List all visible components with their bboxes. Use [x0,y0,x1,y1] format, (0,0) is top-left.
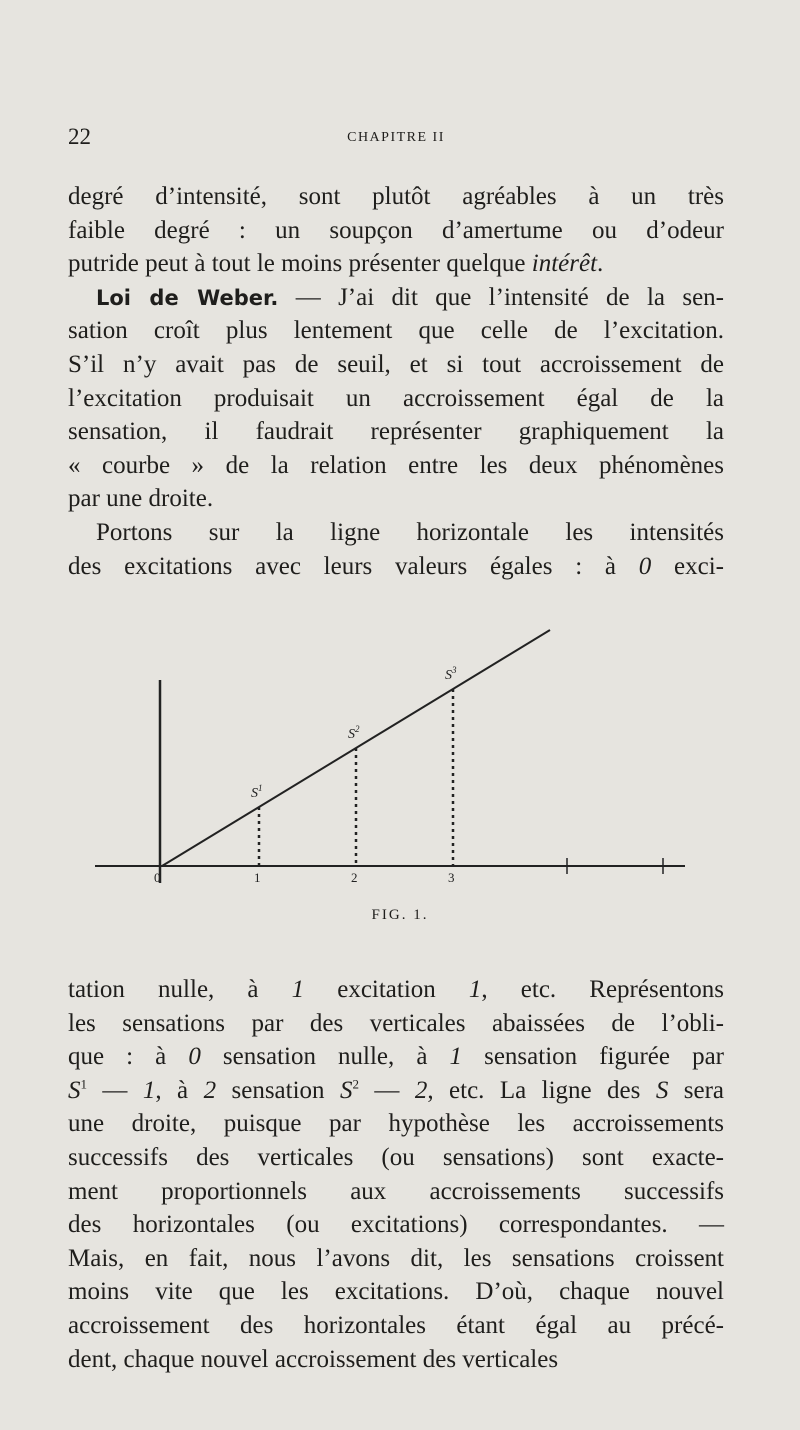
text-span: , etc. La ligne des [427,1076,656,1104]
text-span: — [358,1076,415,1104]
text-span: putride peut à tout le moins présenter quelque [68,250,532,278]
italic-number: 0 [638,552,652,580]
text-span: tation nulle, à [68,976,292,1003]
text-line: accroissement des horizontales étant égal au précé- [68,1311,724,1339]
text-line: des horizontales (ou excitations) correspondantes. — [68,1211,724,1239]
point-label-s3: $S^3$ [445,665,457,683]
text-line [68,550,724,584]
text-span: sera [668,1076,724,1104]
text-block-bottom [68,973,724,1376]
axis-label-1: 1 [254,870,261,885]
text-span: . [597,250,604,278]
text-line: sation croît plus lentement que celle de l’excitation. [68,317,724,345]
italic-symbol: S [339,1076,353,1104]
weber-diagram [90,625,690,895]
text-span: excitation [304,976,469,1003]
text-span: des excitations avec leurs valeurs égales : à [68,552,639,580]
italic-number: 0 [188,1043,201,1071]
text-line: moins vite que les excitations. D’où, chaque nouvel [68,1278,724,1306]
italic-number: 2 [203,1076,217,1104]
superscript: 1 [80,1076,87,1092]
text-span: — J’ai dit que l’intensité de la sen- [278,283,724,311]
running-head: CHAPITRE II [347,130,445,145]
text-line: les sensations par des verticales abaissées de l’obli- [68,1009,724,1037]
superscript: 2 [352,1076,359,1092]
italic-number: 1 [449,1043,463,1071]
italic-symbol: S [655,1076,669,1104]
text-span: sensation [216,1076,340,1104]
text-line [68,247,724,281]
text-line: Portons sur la ligne horizontale les intensités [96,518,724,546]
text-line [68,1040,724,1074]
text-line [68,973,724,1007]
text-line: degré d’intensité, sont plutôt agréables à un très [68,183,724,210]
text-span: que : à [68,1043,189,1071]
text-line: dent, chaque nouvel accroissement des verticales [68,1345,559,1373]
text-line: S’il n’y avait pas de seuil, et si tout accroissement de [68,350,724,378]
text-line [68,281,724,315]
text-line: une droite, puisque par hypothèse les accroissements [68,1110,724,1138]
text-span: , à [155,1076,204,1104]
text-line [68,1074,724,1108]
axis-label-2: 2 [351,870,358,885]
figure-1 [90,625,690,895]
italic-number: 1 [291,976,305,1003]
text-span: sensation figurée par [462,1043,724,1071]
text-line: « courbe » de la relation entre les deux phénomènes [68,451,724,479]
text-span: exci- [651,552,724,580]
text-span: , etc. Représentons [481,976,724,1003]
text-line: par une droite. [68,485,214,513]
text-line: faible degré : un soupçon d’amertume ou d’odeur [68,216,724,244]
page-header [68,124,724,154]
text-span: — [87,1076,143,1104]
italic-number: 1 [142,1076,156,1104]
section-heading: Loi de Weber. [96,285,279,310]
text-line: ment proportionnels aux accroissements successifs [68,1177,724,1205]
text-span: sensation nulle, à [200,1043,450,1071]
axis-label-3: 3 [448,870,455,885]
axis-label-0: 0 [154,870,161,885]
point-label-s2: $S^2$ [348,724,360,742]
text-block-top [68,180,724,583]
text-line: Mais, en fait, nous l’avons dit, les sensations croissent [68,1244,724,1272]
text-line: sensation, il faudrait représenter graphiquement la [68,418,724,446]
text-line: l’excitation produisait un accroissement égal de la [68,384,724,412]
italic-word: intérêt [531,250,598,278]
text-line: successifs des verticales (ou sensations) sont exacte- [68,1143,724,1171]
italic-symbol: S [68,1076,81,1104]
italic-number: 1 [468,976,482,1003]
figure-caption: FIG. 1. [371,907,429,923]
italic-number: 2 [414,1076,428,1104]
page-number: 22 [68,124,91,149]
point-label-s1: $S^1$ [251,783,263,801]
